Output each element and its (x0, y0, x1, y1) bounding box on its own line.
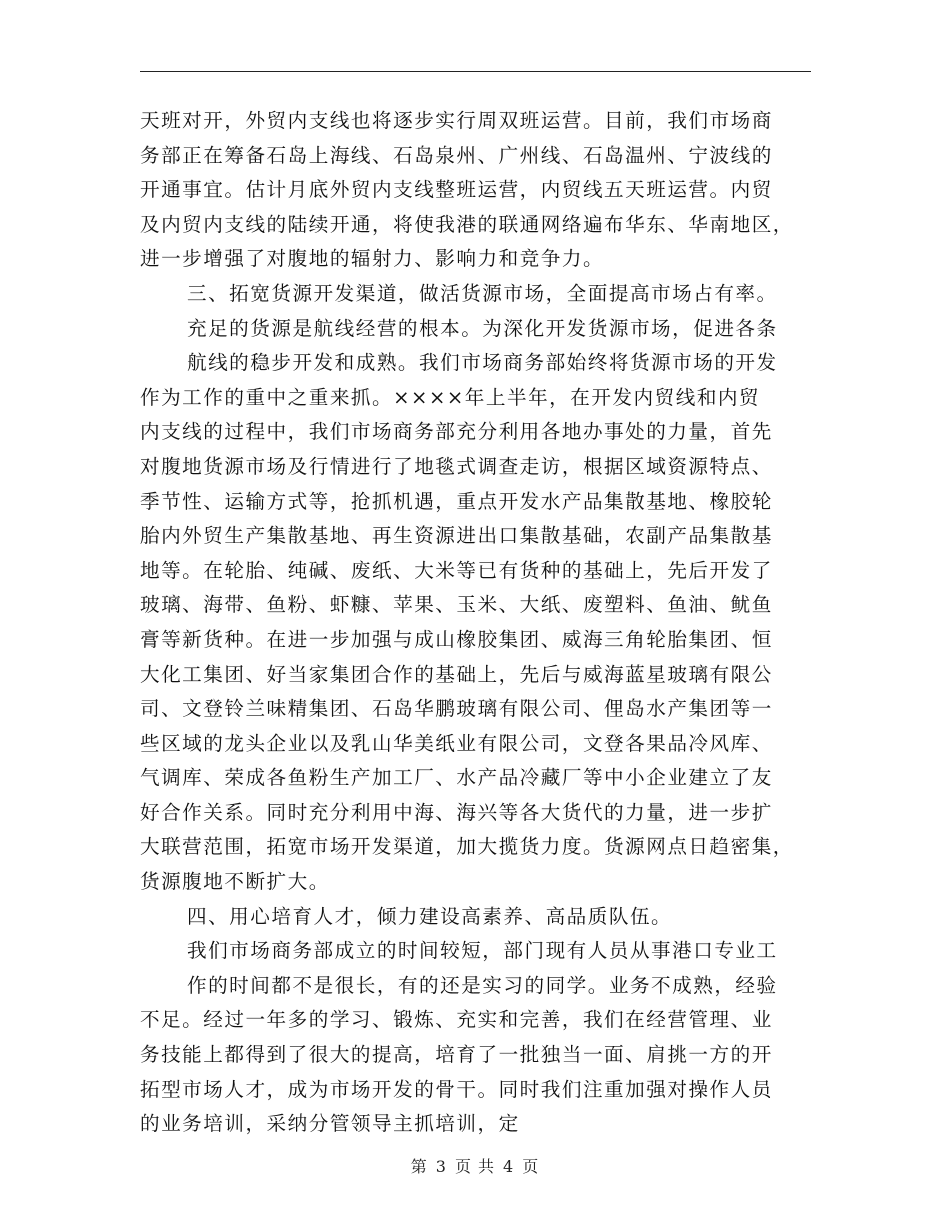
footer-prefix: 第 (410, 1157, 428, 1176)
text-line: 开通事宜。估计月底外贸内支线整班运营，内贸线五天班运营。内贸 (140, 178, 773, 202)
text-line: 务部正在筹备石岛上海线、石岛泉州、广州线、石岛温州、宁波线的 (140, 143, 773, 167)
text-line: 对腹地货源市场及行情进行了地毯式调查走访，根据区域资源特点、 (140, 454, 773, 478)
text-line: 气调库、荣成各鱼粉生产加工厂、水产品冷藏厂等中小企业建立了友 (140, 766, 773, 790)
text-line: 拓型市场人才，成为市场开发的骨干。同时我们注重加强对操作人员 (140, 1077, 773, 1101)
section-heading: 四、用心培育人才，倾力建设高素养、高品质队伍。 (187, 904, 673, 928)
text-line: 及内贸内支线的陆续开通，将使我港的联通网络遍布华东、华南地区， (140, 212, 794, 236)
text-line: 地等。在轮胎、纯碱、废纸、大米等已有货种的基础上，先后开发了 (140, 558, 773, 582)
text-line: 好合作关系。同时充分利用中海、海兴等各大货代的力量，进一步扩 (140, 800, 773, 824)
text-line: 货源腹地不断扩大。 (140, 870, 330, 894)
footer-suffix: 页 (522, 1157, 540, 1176)
text-line: 航线的稳步开发和成熟。我们市场商务部始终将货源市场的开发 (187, 351, 778, 375)
section-heading: 三、拓宽货源开发渠道，做活货源市场，全面提高市场占有率。 (187, 281, 778, 305)
text-line: 内支线的过程中，我们市场商务部充分利用各地办事处的力量，首先 (140, 420, 773, 444)
text-line: 不足。经过一年多的学习、锻炼、充实和完善，我们在经营管理、业 (140, 1008, 773, 1032)
text-line: 胎内外贸生产集散基地、再生资源进出口集散基础，农副产品集散基 (140, 524, 773, 548)
text-line: 天班对开，外贸内支线也将逐步实行周双班运营。目前，我们市场商 (140, 109, 773, 132)
text-line: 些区域的龙头企业以及乳山华美纸业有限公司，文登各果品冷风库、 (140, 731, 773, 755)
total-pages-number: 4 (503, 1157, 515, 1176)
text-line: 我们市场商务部成立的时间较短，部门现有人员从事港口专业工 (187, 939, 778, 963)
text-line: 膏等新货种。在进一步加强与成山橡胶集团、威海三角轮胎集团、恒 (140, 627, 773, 651)
text-line: 大联营范围，拓宽市场开发渠道，加大揽货力度。货源网点日趋密集， (140, 835, 794, 859)
text-line: 季节性、运输方式等，抢抓机遇，重点开发水产品集散基地、橡胶轮 (140, 489, 773, 513)
current-page-number: 3 (435, 1157, 447, 1176)
text-line: 大化工集团、好当家集团合作的基础上，先后与威海蓝星玻璃有限公 (140, 662, 773, 686)
text-line: 作为工作的重中之重来抓。××××年上半年，在开发内贸线和内贸 (140, 385, 761, 409)
footer-middle: 页 共 (454, 1157, 496, 1176)
text-line: 玻璃、海带、鱼粉、虾糠、苹果、玉米、大纸、废塑料、鱼油、鱿鱼 (140, 593, 773, 617)
text-line: 务技能上都得到了很大的提高，培育了一批独当一面、肩挑一方的开 (140, 1043, 773, 1067)
text-line: 的业务培训，采纳分管领导主抓培训，定 (140, 1112, 520, 1136)
text-line: 司、文登铃兰味精集团、石岛华鹏玻璃有限公司、俚岛水产集团等一 (140, 697, 773, 721)
text-line: 充足的货源是航线经营的根本。为深化开发货源市场，促进各条 (187, 316, 778, 340)
page-footer (0, 1154, 950, 1177)
text-line: 进一步增强了对腹地的辐射力、影响力和竞争力。 (140, 247, 605, 271)
text-line: 作的时间都不是很长，有的还是实习的同学。业务不成熟，经验 (187, 973, 778, 997)
header-rule (140, 71, 811, 72)
body-text (140, 104, 820, 1142)
